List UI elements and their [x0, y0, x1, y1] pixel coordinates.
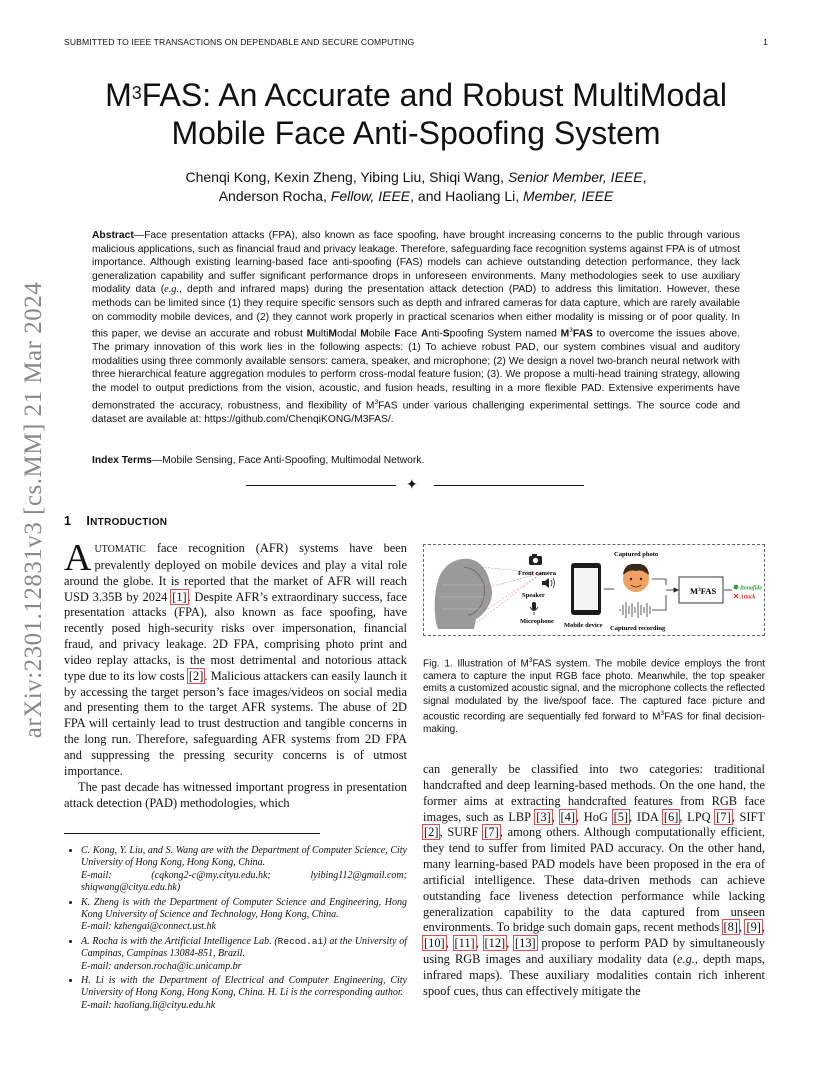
intro-paragraph-continued: can generally be classified into two categories: traditional handcrafted and deep learning-based methods. On the one hand, the former aims at extracting handcrafted features from RGB face images, such as LBP [3], [4], HoG [5], IDA [6], LPQ [7], SIFT [2], SURF [7], among others. Although computationally efficient, they tend to suffer from limited PAD accuracy. On the other hand, many learning-based PAD models have been proposed in the era of artificial intelligence. These data-driven methods can achieve outstanding face liveness detection performance while lacking generalization capability to the data captured from unseen environments. To bridge such domain gaps, recent methods [8], [9], [10], [11], [12], [13] propose to perform PAD by simultaneously using RGB images and auxiliary modality data (e.g., depth maps, infrared maps). These auxiliary modalities contain rich inherent spoof cues, thus can effectively mitigate the	[423, 762, 766, 998]
bonafide-label: Bonafide	[740, 585, 762, 592]
attack-label: Attack	[740, 594, 756, 601]
citation-link[interactable]: [11]	[454, 936, 475, 951]
paper-title: $M^3FAS$: An Accurate and Robust MultiModal Mobile Face Anti-Spoofing System	[105, 77, 727, 151]
face-emoji-icon	[623, 564, 649, 592]
journal-name: SUBMITTED TO IEEE TRANSACTIONS ON DEPENDABLE AND SECURE COMPUTING	[64, 37, 415, 47]
face-bust-image	[435, 559, 492, 629]
abstract-label: Abstract	[92, 230, 134, 241]
intro-column-right	[423, 762, 765, 1000]
citation-link[interactable]: [3]	[536, 809, 551, 824]
bonafide-check-icon	[734, 585, 739, 590]
citation-link[interactable]: [2]	[424, 825, 439, 840]
citation-link[interactable]: [8]	[723, 920, 738, 935]
citation-link[interactable]: [9]	[746, 920, 761, 935]
footnote-item: • H. Li is with the Department of Electrical and Computer Engineering, City University of Hong Kong, Hong Kong, China. H. Li is the corresponding author. E-mail: haoliang.li@cityu.edu.hk	[81, 975, 407, 1012]
author-list: Chenqi Kong, Kexin Zheng, Yibing Liu, Shiqi Wang, Senior Member, IEEE, Anderson Rocha, Fellow, IEEE, and Haoliang Li, Member, IEEE	[185, 169, 647, 204]
footnote-rule	[64, 833, 320, 834]
citation-link[interactable]: [13]	[515, 936, 536, 951]
footnote-item: • C. Kong, Y. Liu, and S. Wang are with the Department of Computer Science, City University of Hong Kong, Hong Kong, China. E-mail: (cqkong2-c@my.cityu.edu.hk; lyibing112@gmail.com; shiqwang@cityu.edu.hk)	[81, 845, 407, 895]
intro-paragraph-1: AUTOMATIC face recognition (AFR) systems have been prevalently deployed on mobile devices and play a vital role around the globe. It is reported that the market of AFR will reach USD 3.35B by 2024 [1]. Despite AFR’s extraordinary success, face presentation attacks (FPA), also known as face spoofing, have recently posed high-security risks over impersonation, financial fraud, and privacy leakage. 2D FPA, comprising photo print and video replay attacks, is the most detrimental and notorious attack type due to its low costs [2]. Malicious attackers can easily launch it by accessing the target person’s face images/videos on social media and presenting them to the target AFR systems. The abuse of 2D FPA will certainly lead to trust destruction and tangible concerns in the long run. Therefore, safeguarding AFR systems from 2D FPA and suppressing the pressing security concerns is of utmost importance.	[64, 537, 407, 778]
citation-link[interactable]: [10]	[424, 936, 445, 951]
citation-link[interactable]: [6]	[663, 809, 679, 824]
microphone-icon	[530, 602, 538, 615]
citation-link[interactable]: [7]	[716, 809, 731, 824]
front-camera-label: Front camera	[518, 570, 556, 577]
speaker-icon	[542, 578, 555, 588]
captured-recording-label: Captured recording	[610, 625, 666, 632]
m3fas-model-label: $M^3FAS$	[690, 586, 717, 596]
audio-waveform-icon	[620, 602, 653, 618]
diamond-star-icon: ✦	[406, 478, 418, 493]
footnote-item: • A. Rocha is with the Artificial Intelligence Lab. (Recod.ai) at the University of Campinas, Campinas 13084-851, Brazil. E-mail: anderson.rocha@ic.unicamp.br	[81, 936, 407, 973]
index-terms: Index Terms—Mobile Sensing, Face Anti-Spoofing, Multimodal Network.	[92, 455, 425, 466]
section-heading-introduction: 1 INTRODUCTION	[64, 514, 168, 528]
captured-photo-label: Captured photo	[614, 551, 659, 558]
footnote-item: • K. Zheng is with the Department of Computer Science and Engineering, Hong Kong University of Science and Technology, Hong Kong, China. E-mail: kzhengai@connect.ust.hk	[81, 897, 407, 934]
microphone-label: Microphone	[520, 618, 554, 625]
affiliation-footnotes	[64, 845, 407, 1014]
mobile-device-image	[571, 563, 601, 615]
camera-icon	[529, 554, 542, 565]
citation-link[interactable]: [12]	[484, 936, 506, 951]
citation-link[interactable]: [4]	[560, 809, 575, 824]
figure-caption: Fig. 1. Illustration of $M^3FAS$ system. The mobile device employs the front camera to capture the input RGB face photo. Meanwhile, the top speaker emits a customized acoustic signal, and the microphone collects the reflected signal modulated by the live/spoof face. The captured face picture and acoustic recording are sequentially fed forward to $M^3FAS$ for final decision-making.	[423, 657, 766, 735]
drop-cap: A	[64, 537, 92, 579]
abstract: Abstract—Face presentation attacks (FPA), also known as face spoofing, have brought increasing concerns to the public through various malicious applications, such as financial fraud and privacy leakage. Therefore, safeguarding face recognition systems against FPA is of utmost importance. Although existing learning-based face anti-spoofing (FAS) models can achieve outstanding detection performance, they lack generalization capability and suffer significant performance drops in unforeseen environments. Many methodologies seek to use auxiliary modality data (e.g., depth and infrared maps) during the presentation attack detection (PAD) to address this limitation. However, these methods can be limited since (1) they require specific sensors such as depth and infrared cameras for data capture, which are rarely available on commodity mobile devices, and (2) they cannot work properly in practical scenarios when either modality is missing or of poor quality. In this paper, we devise an accurate and robust MultiModal Mobile Face Anti-Spoofing System named $M^3FAS$ to overcome the issues above. The primary innovation of this work lies in the following aspects: (1) To achieve robust PAD, our system combines visual and auditory modalities using three commonly available sensors: camera, speaker, and microphone; (2) We design a novel two-branch neural network with three hierarchical feature aggregation modules to perform cross-modal feature fusion; (3). We propose a multi-head training strategy, allowing the model to output predictions from the vision, acoustic, and fusion heads, resulting in a more flexible PAD. Extensive experiments have demonstrated the accuracy, robustness, and flexibility of $M^3FAS$ under various challenging experimental settings. The source code and dataset are available at: https://github.com/ChenqiKONG/M3FAS/.	[92, 230, 740, 425]
arxiv-id: arXiv:2301.12831v3 [cs.MM] 21 Mar 2024	[20, 281, 47, 739]
page-number: 1	[763, 37, 768, 47]
attack-cross-icon	[734, 594, 738, 598]
section-divider	[246, 480, 584, 492]
citation-link[interactable]: [7]	[484, 825, 499, 840]
citation-link[interactable]: [2]	[188, 668, 204, 683]
intro-column-left	[64, 537, 407, 811]
speaker-label: Speaker	[522, 592, 545, 599]
intro-paragraph-2: The past decade has witnessed important progress in presentation attack detection (PAD) methodologies, which	[64, 779, 407, 810]
mobile-device-label: Mobile device	[564, 622, 603, 629]
arxiv-stamp	[14, 260, 54, 760]
figure-1	[423, 544, 765, 636]
citation-link[interactable]: [1]	[172, 589, 187, 604]
citation-link[interactable]: [5]	[613, 809, 629, 824]
running-header	[64, 37, 768, 47]
